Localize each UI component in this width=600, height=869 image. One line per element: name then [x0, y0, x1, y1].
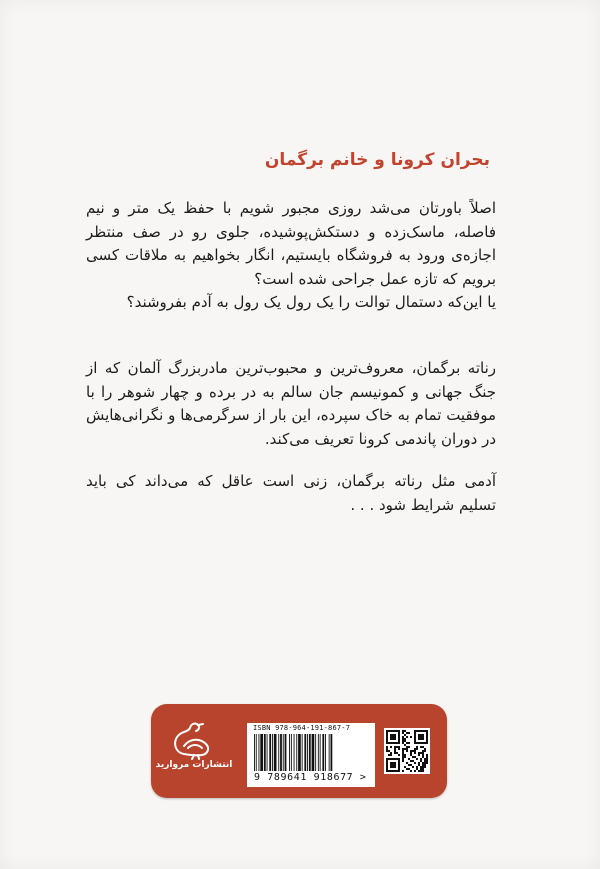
- publisher-name: انتشارات مروارید: [155, 760, 233, 770]
- book-title: بحران کرونا و خانم برگمان: [264, 150, 490, 170]
- text-line: رناته برگمان، معروف‌ترین و محبوب‌ترین مادربزرگ آلمان که از: [86, 359, 496, 377]
- text-line: در دوران پاندمی کرونا تعریف می‌کند.: [264, 429, 496, 448]
- bird-icon: [164, 716, 222, 760]
- text-line: آدمی مثل رناته برگمان، زنی است عاقل که می‌داند کی باید: [86, 472, 496, 490]
- paragraph-closing: [86, 470, 496, 517]
- text-line: برویم که تازه عمل جراحی شده است؟: [254, 269, 496, 288]
- text-line: فاصله، ماسک‌زده و دستکش‌پوشیده، جلوی رو در صف منتظر: [86, 222, 496, 241]
- paragraph-description: [86, 357, 496, 451]
- paragraph-intro: [86, 197, 496, 315]
- isbn-number: ISBN 978-964-191-867-7: [253, 724, 351, 732]
- ean-number: 9 789641 918677 >: [254, 772, 367, 783]
- text-line: اصلاً باورتان می‌شد روزی مجبور شویم با حفظ یک متر و نیم: [86, 199, 496, 217]
- barcode-bars: [253, 734, 371, 771]
- qr-code: [386, 730, 428, 772]
- text-line: یا این‌که دستمال توالت را یک رول یک رول به آدم بفروشند؟: [126, 293, 496, 311]
- text-line: اجازه‌ی ورود به فروشگاه بایستیم، انگار بخواهیم به ملاقات کسی: [86, 246, 496, 264]
- text-line: جنگ جهانی و کمونیسم جان سالم به در برده و چهار شوهر را با: [86, 382, 496, 401]
- text-line: تسلیم شرایط شود . . .: [350, 495, 496, 514]
- text-line: موفقیت تمام به خاک سپرده، این بار از سرگرمی‌ها و نگرانی‌هایش: [86, 406, 496, 424]
